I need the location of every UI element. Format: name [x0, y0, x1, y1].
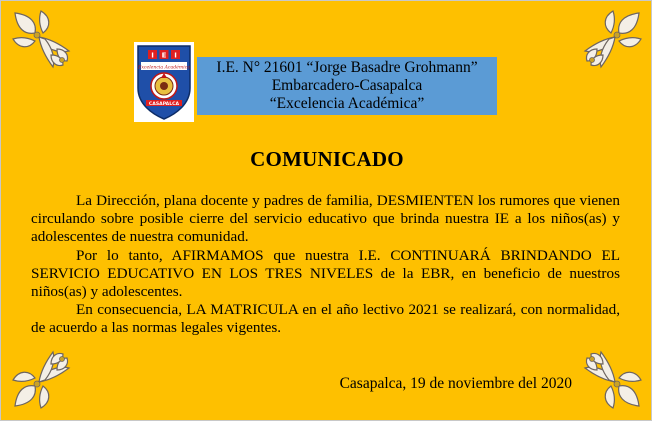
school-header-box: [197, 57, 497, 115]
svg-text:Excelencia Académica: Excelencia Académica: [137, 65, 191, 71]
page-title: COMUNICADO: [250, 147, 404, 171]
place-and-date: Casapalca, 19 de noviembre del 2020: [339, 375, 572, 392]
svg-text:E: E: [161, 51, 167, 60]
school-crest-icon: [134, 42, 194, 122]
school-location: Embarcadero-Casapalca: [271, 77, 423, 94]
paragraph-affirmation: Por lo tanto, AFIRMAMOS que nuestra I.E. CONTINUARÁ BRINDANDO EL SERVICIO EDUCATIVO EN LOS TRES NIVELES de la EBR, en beneficio de nuestros niños(as) y adolescentes.: [31, 246, 620, 301]
announcement-body: [31, 192, 620, 338]
svg-text:I: I: [151, 51, 154, 60]
svg-text:I: I: [174, 51, 177, 60]
school-logo: [134, 42, 194, 122]
paragraph-enrollment: En consecuencia, LA MATRICULA en el año lectivo 2021 se realizará, con normalidad, de acuerdo a las normas legales vigentes.: [31, 301, 620, 337]
school-name: I.E. N° 21601 “Jorge Basadre Grohmann”: [216, 59, 478, 76]
paragraph-denial: La Dirección, plana docente y padres de familia, DESMIENTEN los rumores que vienen circulando sobre posible cierre del servicio educativo que brinda nuestra IE a los niños(as) y adolescentes de nuestra comunidad.: [31, 192, 620, 246]
corner-ornament-icon: [11, 348, 73, 410]
corner-ornament-icon: [581, 9, 643, 71]
school-motto: “Excelencia Académica”: [269, 95, 425, 112]
svg-text:CASAPALCA: CASAPALCA: [148, 102, 180, 107]
corner-ornament-icon: [11, 9, 73, 71]
corner-ornament-icon: [581, 348, 643, 410]
